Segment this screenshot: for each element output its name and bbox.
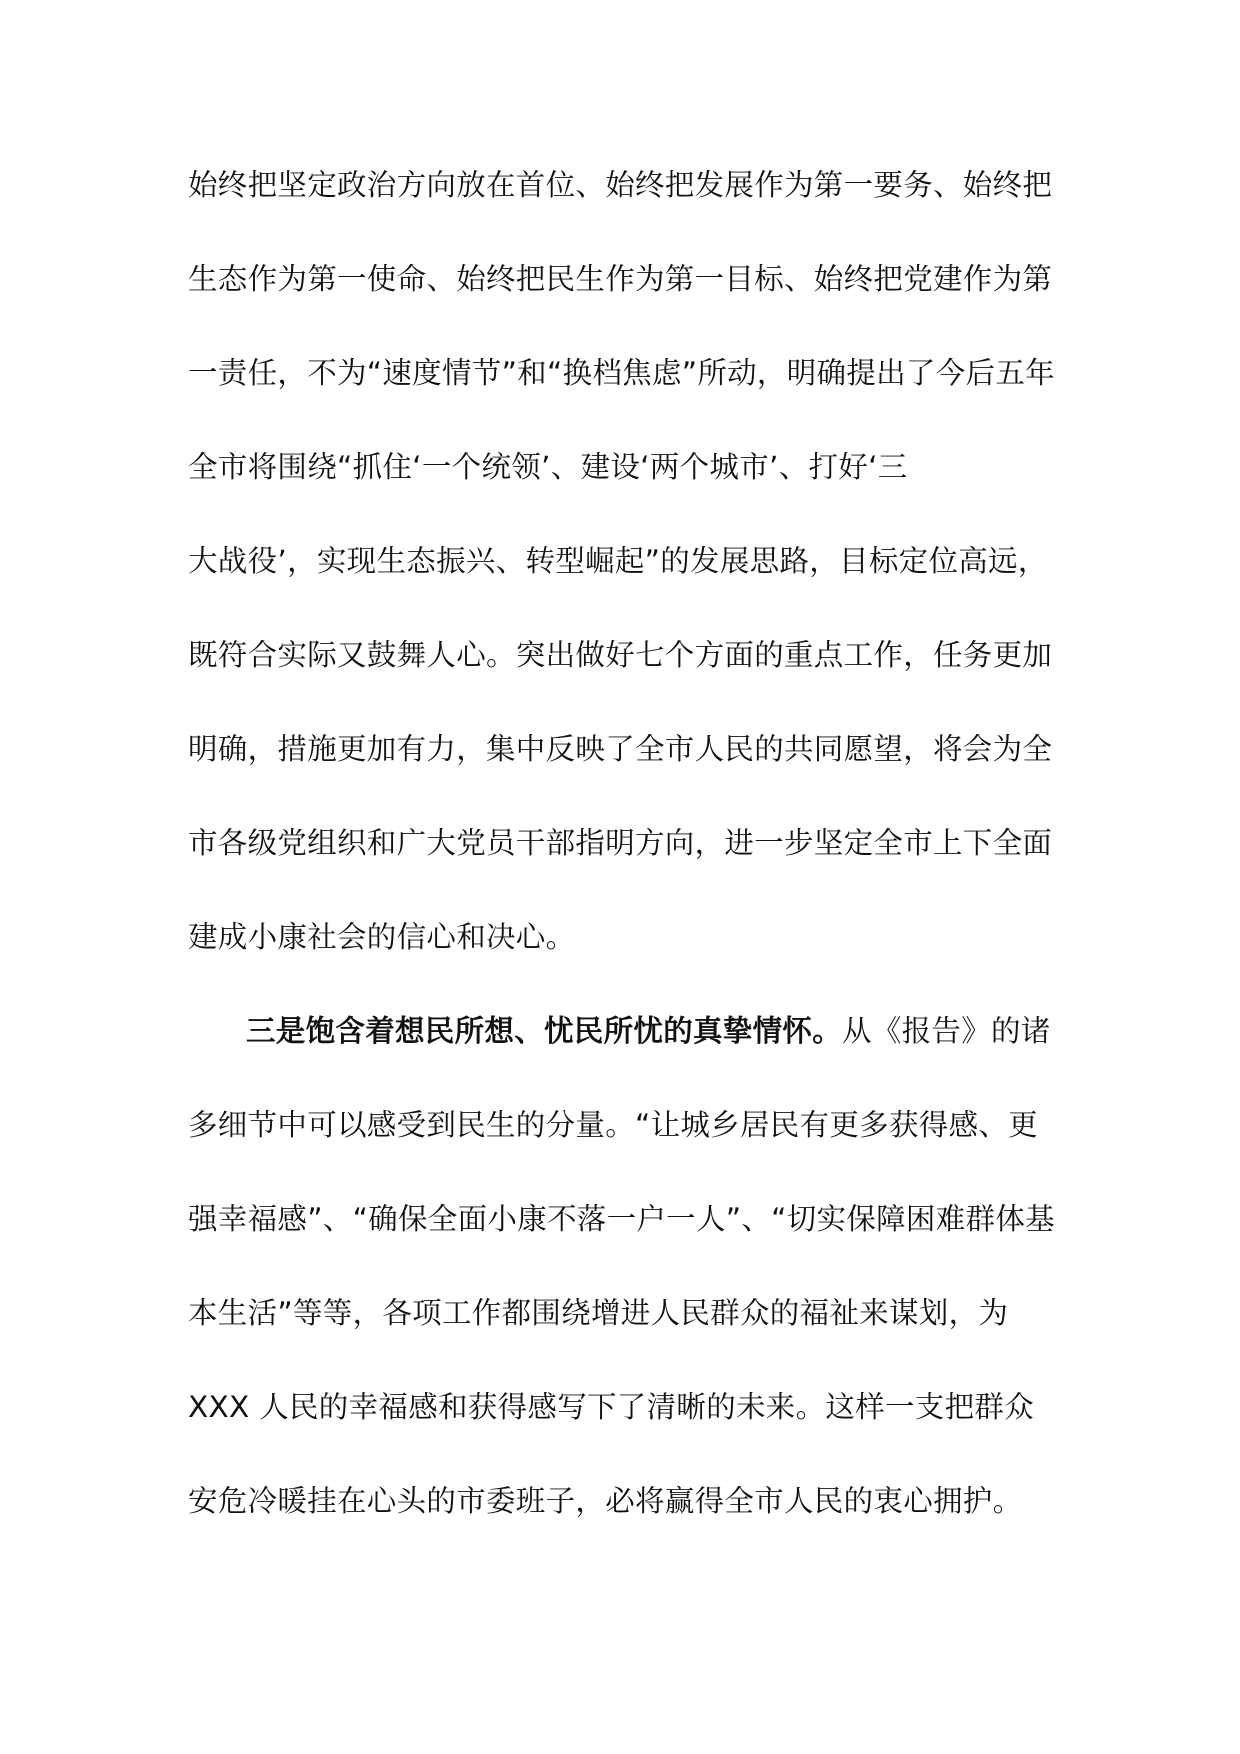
paragraph-line: 安危冷暖挂在心头的市委班子，必将赢得全市人民的衷心拥护。 (188, 1484, 1023, 1518)
paragraph-line: 大战役’，实现生态振兴、转型崛起”的发展思路，目标定位高远， (188, 544, 1048, 578)
paragraph-line: 既符合实际又鼓舞人心。突出做好七个方面的重点工作，任务更加 (188, 638, 1053, 672)
paragraph-line: 明确，措施更加有力，集中反映了全市人民的共同愿望，将会为全 (188, 732, 1053, 766)
document-body (188, 165, 1055, 1575)
paragraph-line-rest: 从《报告》的诸 (842, 1014, 1051, 1048)
paragraph-line: 强幸福感”、“确保全面小康不落一户一人”、“切实保障困难群体基 (188, 1202, 1055, 1236)
paragraph-line: 市各级党组织和广大党员干部指明方向，进一步坚定全市上下全面 (188, 826, 1053, 860)
paragraph-line: XXX 人民的幸福感和获得感写下了清晰的未来。这样一支把群众 (188, 1390, 1035, 1424)
paragraph-line: 一责任，不为“速度情节”和“换档焦虑”所动，明确提出了今后五年 (188, 356, 1055, 390)
paragraph-line: 建成小康社会的信心和决心。 (188, 920, 576, 954)
paragraph-line: 全市将围绕“抓住‘一个统领’、建设‘两个城市’、打好‘三 (188, 450, 908, 484)
paragraph-line: 多细节中可以感受到民生的分量。“让城乡居民有更多获得感、更 (188, 1108, 1038, 1142)
paragraph-heading: 三是饱含着想民所想、忧民所忧的真挚情怀。 (246, 1014, 843, 1048)
paragraph-line: 本生活”等等，各项工作都围绕增进人民群众的福祉来谋划，为 (188, 1296, 1009, 1330)
paragraph-line: 始终把坚定政治方向放在首位、始终把发展作为第一要务、始终把 (188, 168, 1053, 202)
paragraph-heading-line (188, 1011, 1051, 1105)
paragraph-line: 生态作为第一使命、始终把民生作为第一目标、始终把党建作为第 (188, 262, 1053, 296)
